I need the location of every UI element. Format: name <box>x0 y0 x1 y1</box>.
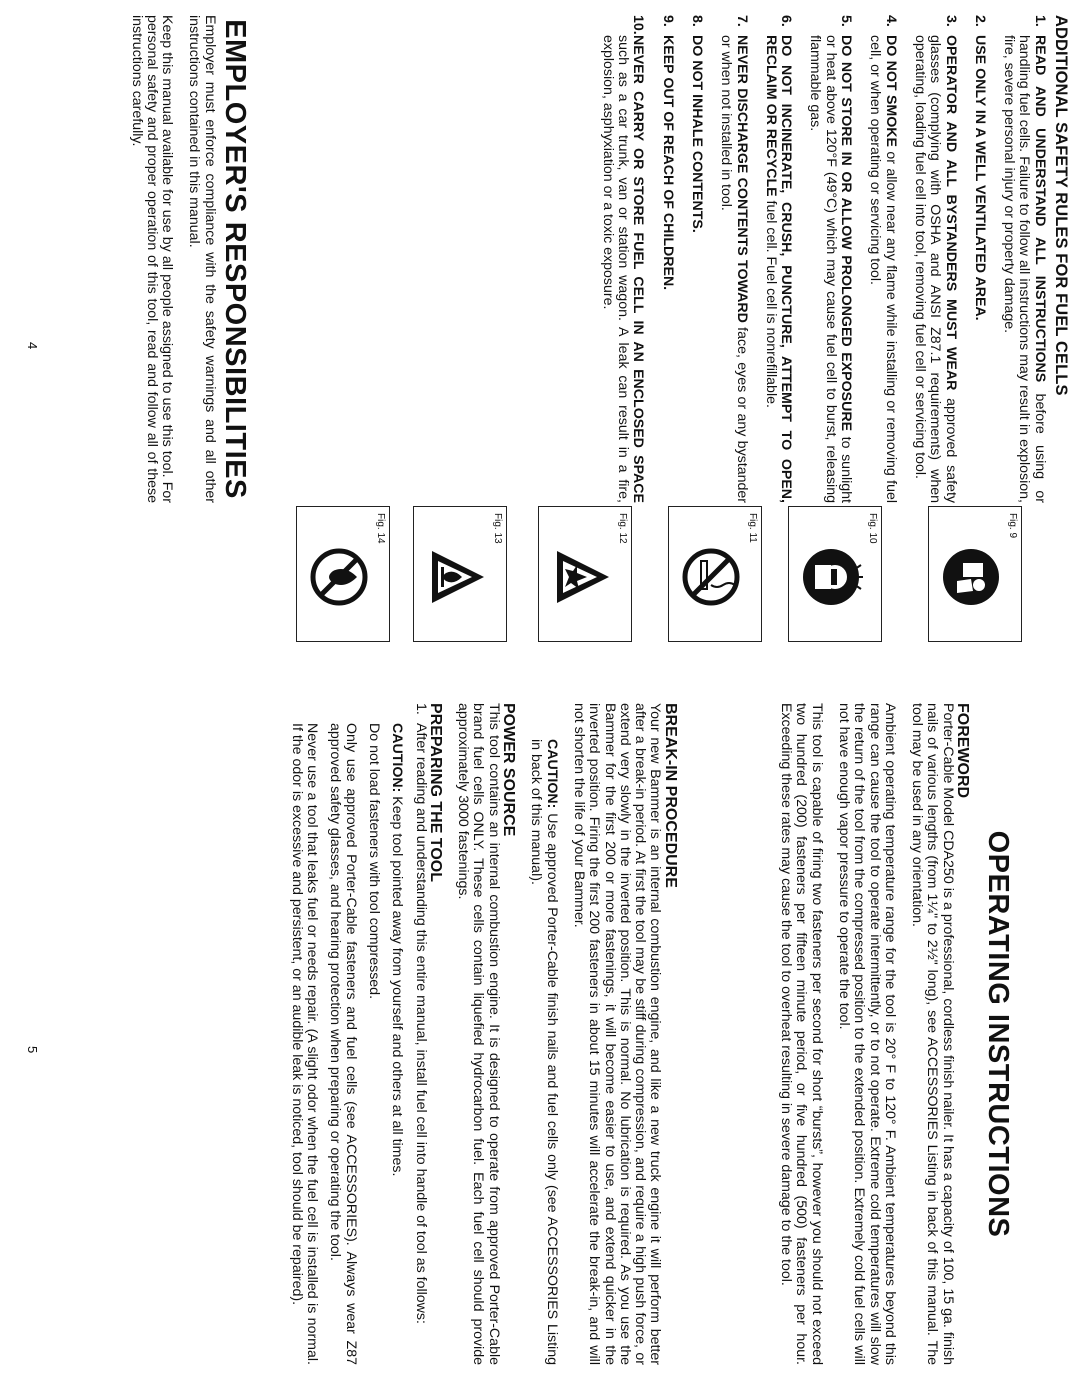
figure-10 <box>788 506 882 642</box>
item-bold-text: READ AND UNDERSTAND ALL INSTRUCTIONS <box>1031 35 1048 383</box>
figure-label: Fig. 9 <box>1007 513 1018 539</box>
step-text: After reading and understanding this entire manual, install fuel cell into handle of tool as follows: <box>412 723 429 1324</box>
preparing-note: Only use approved Porter-Cable fasteners and fuel cells (see ACCESSORIES). Always wear Z87 approved safety glasses, and hearing protection when preparing or operating the tool. <box>327 723 359 1365</box>
preparing-caution <box>389 703 404 1365</box>
item-bold-text: KEEP OUT OF REACH OF CHILDREN. <box>659 35 676 291</box>
caution-label: CAUTION: <box>389 723 406 793</box>
item-body <box>912 35 958 503</box>
foreword-paragraph: Ambient operating temperature range for the tool is 20° F to 120° F. Ambient temperatures beyond this range can cause the tool to operate intermittently, or to not operate. Extreme cold temperatures will slow the return of the tool from the compressed position to the extended position. Extremely cold fuel cells will not have enough vapor pressure to operate the tool. <box>835 703 898 1365</box>
preparing-note: Never use a tool that leaks fuel or needs repair. (A slight odor when the fuel cell is installed is normal. If the odor is excessive and persistent, or an audible leak is noticed, tool should be repaired). <box>288 723 321 1365</box>
left-page-text <box>585 15 1068 503</box>
item-text: approved safety glasses (complying with OSHA and ANSI Z87.1 requirements) when operating, loading fuel cell into tool, removing fuel cell or servicing tool. <box>911 35 959 503</box>
figure-9 <box>928 506 1022 642</box>
item-bold-text: DO NOT INCINERATE, CRUSH, PUNCTURE, ATTEMPT TO OPEN, RECLAIM OR RECYCLE <box>762 35 795 503</box>
item-number: 4. <box>882 15 899 27</box>
item-text: face, eyes or any bystander or when not installed in tool. <box>718 35 750 503</box>
safety-rules-heading: ADDITIONAL SAFETY RULES FOR FUEL CELLS <box>1052 15 1070 396</box>
item-body <box>807 35 853 503</box>
item-text: such as a car trunk, van or station wagon. A leak can result in a fire, explosion, asphyxiation or a toxic exposure. <box>599 35 632 503</box>
item-text: to sunlight or heat above 120°F (49°C) which may cause fuel cell to burst, releasing flammable gas. <box>807 35 855 503</box>
safety-rule-item <box>659 15 674 503</box>
break-in-heading: BREAK-IN PROCEDURE <box>661 703 679 888</box>
item-bold-text: NEVER DISCHARGE CONTENTS TOWARD <box>733 35 750 323</box>
employer-section <box>116 15 251 503</box>
caution-text: Keep tool pointed away from yourself and others at all times. <box>389 792 406 1177</box>
item-bold-text: USE ONLY IN A WELL VENTILATED AREA. <box>971 35 988 321</box>
page-number-right: 5 <box>25 1046 40 1054</box>
safety-rule-item <box>689 15 704 503</box>
safety-rule-item <box>912 15 958 503</box>
no-smoking-icon <box>677 547 747 607</box>
power-source-heading: POWER SOURCE <box>500 703 518 837</box>
safety-rule-item <box>807 15 853 503</box>
item-body <box>1001 35 1047 503</box>
power-source-paragraph: This tool contains an internal combustion engine. It is designed to operate from approved Porter-Cable brand fuel cells ONLY. These cells contain liquefied hydrocarbon fuel. Each fuel cell should provide approximately 3000 fastenings. <box>455 703 502 1365</box>
break-in-paragraph: Your new Bammer is an internal combustion engine, and like a new truck engine it will perform better after a break-in period. At first the tool may be stiff during compression, and require a high push force, or extend very slowly in the inverted position. This is normal. No lubrication is required. As you use the Bammer for the first 200 or more fastenings, it will become easier to use, and extend quicker in the inverted position. Firing the first 200 fasteners in about 15 minutes will accelerate the break-in, and will not shorten the life of your Bammer. <box>570 703 664 1365</box>
item-number: 9. <box>659 15 676 27</box>
figure-label: Fig. 10 <box>867 513 878 544</box>
foreword-heading: FOREWORD <box>954 703 971 799</box>
figure-label: Fig. 11 <box>747 513 758 543</box>
item-body <box>689 35 704 503</box>
read-manual-icon <box>937 547 1007 607</box>
item-number: 3. <box>942 15 959 27</box>
item-number: 5. <box>838 15 855 27</box>
item-bold-text: DO NOT SMOKE <box>882 35 899 147</box>
safety-rule-item <box>972 15 987 503</box>
safety-glasses-icon <box>797 547 867 607</box>
item-bold-text: OPERATOR AND ALL BYSTANDERS MUST WEAR <box>942 35 959 391</box>
item-number: 8. <box>688 15 705 27</box>
safety-rule-item <box>763 15 794 503</box>
figure-label: Fig. 13 <box>492 513 503 544</box>
preparing-heading: PREPARING THE TOOL <box>426 703 444 882</box>
safety-rule-item <box>718 15 749 503</box>
preparing-step <box>412 703 427 1365</box>
item-number: 1. <box>1031 15 1048 27</box>
caution-text: Use approved Porter-Cable finish nails and fuel cells only (see ACCESSORIES Listing in back of this manual). <box>528 739 560 1365</box>
item-number: 7. <box>733 15 750 27</box>
item-number: 6. <box>778 15 795 27</box>
item-body <box>867 35 898 503</box>
caution-label: CAUTION: <box>543 739 560 809</box>
safety-rule-item <box>1001 15 1047 503</box>
no-open-flame-icon <box>305 547 375 607</box>
figure-14 <box>296 506 390 642</box>
item-number: 10. <box>630 15 647 35</box>
right-page-text <box>281 703 971 1365</box>
item-body <box>718 35 749 503</box>
item-body <box>659 35 674 503</box>
item-text: or allow near any flame while installing or removing fuel cell, or when operating or servicing tool. <box>867 35 899 503</box>
safety-rule-item <box>867 15 898 503</box>
item-body <box>972 35 987 503</box>
page-number-left: 4 <box>25 342 40 350</box>
explosion-warning-icon <box>547 547 617 607</box>
foreword-paragraph: Porter-Cable Model CDA250 is a professional, cordless finish nailer. It has a capacity of 100, 15 ga. finish nails of various lengths (from 1¼" to 2½" long), see ACCESSORIES Listing in back of this manual. The tool may be used in any orientation. <box>909 703 956 1365</box>
flammable-warning-icon <box>422 547 492 607</box>
figure-label: Fig. 14 <box>375 513 386 544</box>
figure-11 <box>668 506 762 642</box>
step-number: 1. <box>412 703 429 715</box>
figure-label: Fig. 12 <box>617 513 628 544</box>
employer-paragraph: Employer must enforce compliance with the safety warnings and all other instructions contained in this manual. <box>186 15 218 503</box>
item-text: before using or handling fuel cells. Failure to follow all instructions may result in explosion, fire, severe personal injury or property damage. <box>1001 35 1048 503</box>
item-body <box>763 35 794 503</box>
break-in-caution <box>528 703 559 1365</box>
item-bold-text: DO NOT STORE IN OR ALLOW PROLONGED EXPOSURE <box>838 35 855 432</box>
preparing-note: Do not load fasteners with tool compressed. <box>365 723 382 1000</box>
employer-heading: EMPLOYER'S RESPONSIBILITIES <box>219 19 251 499</box>
item-bold-text: DO NOT INHALE CONTENTS. <box>688 35 705 233</box>
employer-paragraph: Keep this manual available for use by all people assigned to use this tool. For personal safety and proper operation of this tool, read and follow all of these instructions carefully. <box>128 15 176 503</box>
safety-rule-item <box>599 15 645 503</box>
foreword-paragraph: This tool is capable of firing two fasteners per second for short “bursts”, however you should not exceed two hundred (200) fasteners per fifteen minute period, or five hundred (500) fasteners per hour. Exceeding these rates may cause the tool to overheat resulting in severe damage to the tool. <box>778 703 825 1365</box>
operating-instructions-heading: OPERATING INSTRUCTIONS <box>982 830 1014 1238</box>
figure-12 <box>538 506 632 642</box>
item-body <box>599 35 645 503</box>
figure-13 <box>413 506 507 642</box>
item-text: fuel cell. Fuel cell is nonrefillable. <box>762 196 779 408</box>
item-number: 2. <box>971 15 988 27</box>
item-bold-text: NEVER CARRY OR STORE FUEL CELL IN AN ENCLOSED SPACE <box>630 35 647 503</box>
